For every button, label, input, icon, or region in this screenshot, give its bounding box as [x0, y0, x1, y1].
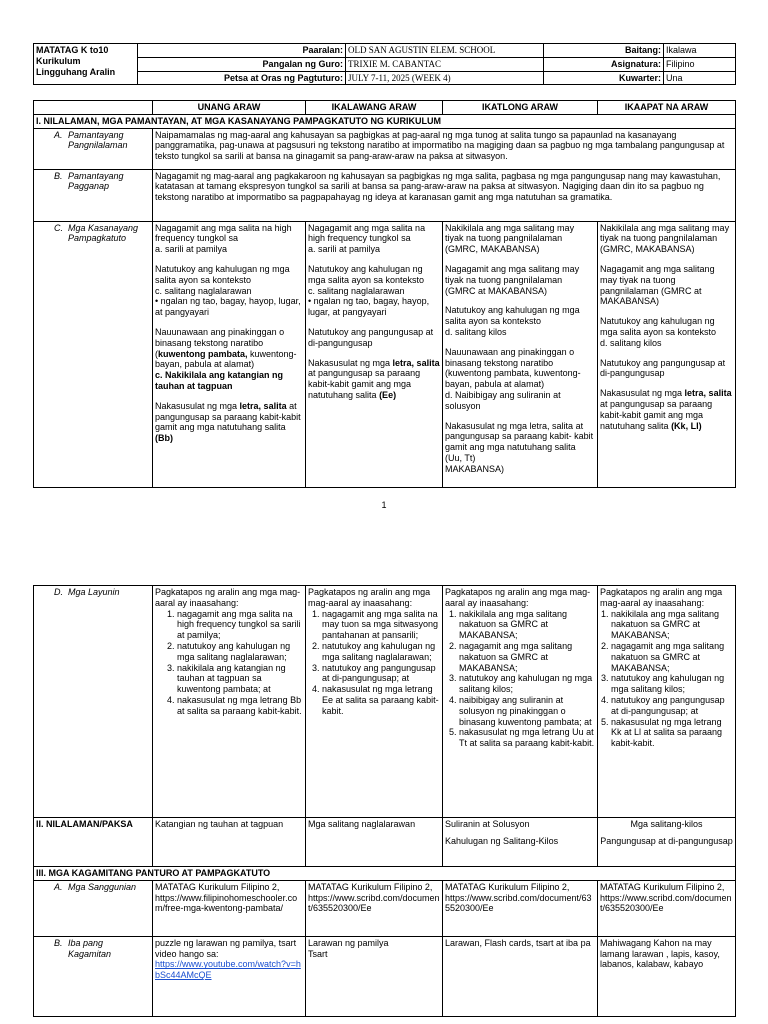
- guro-label: Pangalan ng Guro:: [138, 57, 346, 71]
- text-bold: (Ee): [379, 389, 397, 400]
- doc-title-line-3: Lingguhang Aralin: [36, 66, 116, 77]
- label-line-2: Pampagkatuto: [68, 233, 127, 244]
- day-header-blank: [34, 101, 153, 115]
- label-line-1: Iba pang: [68, 937, 104, 948]
- layunin-day-3: [443, 586, 598, 818]
- kasanayan-d1-p1: [155, 223, 303, 255]
- kasanayang-pampagkatuto-label: [34, 221, 153, 487]
- day-header-3: IKATLONG ARAW: [443, 101, 598, 115]
- asignatura-label: Asignatura:: [544, 57, 664, 71]
- sanggunian-label: [34, 880, 153, 936]
- list-item: 1. nagagamit ang mga salita na may tuon sa mga sitwasyong pantahanan at pansarili;: [322, 609, 440, 641]
- pamantayang-pagganap-text: Nagagamit ng mag-aaral ang pagkakaroon ng kahusayan sa pagbigkas ng mga salita, pagbasa ng mga pangungusap nang may kawastuhan, katatasan at tamang ekspresyon tungkol sa sarili at bansa sa pang-araw-araw na paksa at sitwasyon. Nagiging daan din ito sa pagbuo ng tekstong naratibo at impormatibo sa pagpapahayag ng ideya at karanasan gamit ang mga natutuhan sa gramatika.: [153, 169, 736, 221]
- letter-c: C.: [54, 222, 63, 233]
- paaralan-value: OLD SAN AGUSTIN ELEM. SCHOOL: [346, 44, 544, 58]
- section-3-title: III. MGA KAGAMITANG PANTURO AT PAMPAGKATUTO: [34, 867, 736, 881]
- list-item: 2. nagagamit ang mga salitang nakatuon sa GMRC at MAKABANSA;: [459, 641, 595, 673]
- kasanayan-d3-p3: [445, 305, 595, 337]
- text: d. salitang kilos: [445, 326, 507, 337]
- kasanayan-d2-p1: [308, 223, 440, 255]
- sanggunian-day-2: MATATAG Kurikulum Filipino 2, https://www.scribd.com/document/635520300/Ee: [306, 880, 443, 936]
- list-item: 2. natutukoy ang kahulugan ng mga salitang naglalarawan;: [177, 641, 303, 663]
- lesson-table-page-1: [33, 100, 736, 488]
- paksa-d3-line-1: Suliranin at Solusyon: [445, 819, 530, 829]
- layunin-d4-list: [600, 609, 733, 749]
- paaralan-label: Paaralan:: [138, 44, 346, 58]
- label: Mga Layunin: [68, 587, 120, 597]
- layunin-d3-list: [445, 609, 595, 749]
- list-item: 3. natutukoy ang kahulugan ng mga salitang kilos;: [459, 673, 595, 695]
- doc-title: [34, 44, 138, 85]
- text: • ngalan ng tao, bagay, hayop, lugar, at pangyayari: [308, 296, 430, 318]
- list-item: 3. natutukoy ang pangungusap at di-pangungusap; at: [322, 663, 440, 685]
- paksa-d4-line-2: Pangungusap at di-pangungusap: [600, 835, 733, 846]
- letter-b: B.: [54, 937, 63, 948]
- kasanayan-d3-p2: Nagagamit ang mga salitang may tiyak na tuong pangnilalaman (GMRC at MAKABANSA): [445, 263, 580, 296]
- list-item: 4. nakasusulat ng mga letrang Bb at salita sa paraang kabit-kabit.: [177, 695, 303, 717]
- layunin-d1-intro: Pagkatapos ng aralin ang mga mag-aaral ay inaasahang:: [155, 587, 301, 608]
- list-item: 3. natutukoy ang kahulugan ng mga salitang kilos;: [611, 673, 733, 695]
- text: Nagagamit ang mga salita na high frequency tungkol sa: [155, 222, 292, 244]
- kagamitan-d2-line-1: Larawan ng pamilya: [308, 937, 389, 948]
- text: Nauunawaan ang pinakinggan o binasang tekstong naratibo (: [155, 326, 285, 359]
- sanggunian-day-1: MATATAG Kurikulum Filipino 2, https://www.filipinohomeschooler.com/free-mga-kwentong-pambata/: [153, 880, 306, 936]
- label-line-1: Mga Kasanayang: [68, 222, 139, 233]
- paksa-d4-line-1: Mga salitang-kilos: [630, 819, 703, 829]
- text: Natutukoy ang pangungusap at di-pangungusap: [308, 326, 434, 348]
- text: d. Naibibigay ang suliranin at solusyon: [445, 389, 561, 411]
- letter-a: A.: [54, 881, 63, 892]
- kuwarter-value: Una: [664, 71, 736, 85]
- petsa-value: JULY 7-11, 2025 (WEEK 4): [346, 71, 544, 85]
- text: MAKABANSA): [445, 463, 505, 474]
- label-line-2: Kagamitan: [68, 948, 112, 959]
- list-item: 5. nakasusulat ng mga letrang Uu at Tt at salita sa paraang kabit-kabit.: [459, 727, 595, 749]
- list-item: 4. naibibigay ang suliranin at solusyon ng pinakinggan o binasang kuwentong pambata; at: [459, 695, 595, 727]
- layunin-day-1: [153, 586, 306, 818]
- text: Nauunawaan ang pinakinggan o binasang tekstong naratibo (kuwentong pambata, kuwentong-bayan, pabula at alamat): [445, 346, 581, 390]
- paksa-day-3: [443, 818, 598, 867]
- kagamitan-day-3: Larawan, Flash cards, tsart at iba pa: [443, 936, 598, 1016]
- pamantayang-pangnilalaman-text: Naipamamalas ng mag-aaral ang kahusayan sa pagbigkas at pag-aaral ng mga tunog at salita tungo sa papaunlad na kasanayang panggramatika, pag-unawa at pagsusuri ng tekstong naratibo at impormatibo na magiging daan sa pagbuo ng mga tambalang pangungusap at teksto tungkol sa sarili at bansa na ginagamit sa pang-araw-araw na paksa at sitwasyon.: [153, 128, 736, 169]
- kagamitan-day-2: [306, 936, 443, 1016]
- kasanayan-d1-p4: [155, 401, 303, 444]
- text: Natutukoy ang kahulugan ng mga salita ayon sa konteksto: [600, 316, 717, 337]
- text: kuwentong-bayan, pabula at alamat): [155, 348, 297, 370]
- layunin-d2-intro: Pagkatapos ng aralin ang mga mag-aaral ay inaasahang:: [308, 587, 431, 608]
- paksa-day-1: Katangian ng tauhan at tagpuan: [153, 818, 306, 867]
- pamantayang-pagganap-label: [34, 169, 153, 221]
- asignatura-value: Filipino: [664, 57, 736, 71]
- label: Mga Sanggunian: [68, 881, 137, 892]
- label-line-2: Pagganap: [68, 181, 110, 192]
- doc-title-line-1: MATATAG K to10: [36, 45, 109, 55]
- kasanayan-d4-p1: Nakikilala ang mga salitang may tiyak na tuong pangnilalaman (GMRC, MAKABANSA): [600, 222, 730, 255]
- kasanayan-d4-p5: [600, 388, 733, 431]
- section-1-title: I. NILALAMAN, MGA PAMANTAYAN, AT MGA KASANAYANG PAMPAGKATUTO NG KURIKULUM: [34, 114, 736, 128]
- text-bold: c. Nakikilala ang katangian ng tauhan at tagpuan: [155, 370, 284, 391]
- layunin-d3-intro: Pagkatapos ng aralin ang mga mag-aaral ay inaasahang:: [445, 587, 591, 608]
- sanggunian-day-4: MATATAG Kurikulum Filipino 2, https://www.scribd.com/document/635520300/Ee: [598, 880, 736, 936]
- kasanayan-d2-p3: [308, 327, 440, 349]
- header-table: [33, 43, 736, 85]
- text-bold: letra, salita: [392, 357, 440, 368]
- kasanayan-d2-p4: [308, 358, 440, 401]
- list-item: 2. nagagamit ang mga salitang nakatuon sa GMRC at MAKABANSA;: [611, 641, 733, 673]
- kasanayan-d2-p2: [308, 264, 440, 318]
- day-header-1: UNANG ARAW: [153, 101, 306, 115]
- text: Nakasusulat ng mga: [155, 400, 240, 411]
- letter-b: B.: [54, 170, 63, 181]
- paksa-d3-line-2: Kahulugan ng Salitang-Kilos: [445, 835, 559, 846]
- text-bold: letra, salita: [239, 400, 287, 411]
- kasanayan-day-4: [598, 221, 736, 487]
- kasanayan-d3-p1: Nakikilala ang mga salitang may tiyak na tuong pangnilalaman (GMRC, MAKABANSA): [445, 222, 575, 255]
- letter-a: A.: [54, 129, 63, 140]
- kagamitan-d1-line-1: puzzle ng larawan ng pamilya, tsart: [155, 937, 297, 948]
- text-bold: (Bb): [155, 433, 173, 444]
- section-2-title: II. NILALAMAN/PAKSA: [34, 818, 153, 867]
- text: Natutukoy ang kahulugan ng mga salita ayon sa konteksto: [155, 263, 290, 285]
- lesson-table-page-2: [33, 585, 736, 1017]
- kasanayan-d1-p3: [155, 327, 303, 392]
- kagamitan-d2-line-2: Tsart: [308, 948, 328, 959]
- layunin-d1-list: [155, 609, 303, 717]
- text: a. sarili at pamilya: [308, 244, 381, 255]
- text: c. salitang naglalarawan: [155, 285, 252, 296]
- text: Natutukoy ang kahulugan ng mga salita ayon sa konteksto: [445, 305, 580, 327]
- text: • ngalan ng tao, bagay, hayop, lugar, at pangyayari: [155, 296, 301, 318]
- text: Natutukoy ang kahulugan ng mga salita ayon sa konteksto: [308, 263, 425, 285]
- text-bold: letra, salita: [684, 388, 732, 399]
- kagamitan-day-1: [153, 936, 306, 1016]
- list-item: 4. natutukoy ang pangungusap at di-pangungusap; at: [611, 695, 733, 717]
- text: Nagagamit ang mga salita na high frequency tungkol sa: [308, 222, 426, 244]
- kasanayan-day-3: [443, 221, 598, 487]
- day-header-2: IKALAWANG ARAW: [306, 101, 443, 115]
- list-item: 1. nakikilala ang mga salitang nakatuon sa GMRC at MAKABANSA;: [611, 609, 733, 641]
- text-bold: (Kk, Ll): [671, 420, 702, 431]
- list-item: 4. nakasusulat ng mga letrang Ee at salita sa paraang kabit-kabit.: [322, 684, 440, 716]
- letter-d: D.: [54, 587, 63, 597]
- kasanayan-d4-p4: Natutukoy ang pangungusap at di-pangungusap: [600, 357, 726, 379]
- text: Nakasusulat ng mga: [308, 357, 393, 368]
- text: at pangungusap sa paraang kabit-kabit gamit ang mga natutuhang salita: [600, 398, 713, 431]
- pamantayang-pangnilalaman-label: [34, 128, 153, 169]
- kasanayan-day-2: [306, 221, 443, 487]
- kagamitan-d1-line-2: video hango sa:: [155, 948, 219, 959]
- kuwarter-label: Kuwarter:: [544, 71, 664, 85]
- list-item: 1. nagagamit ang mga salita na high frequency tungkol sa sarili at pamilya;: [177, 609, 303, 641]
- list-item: 5. nakasusulat ng mga letrang Kk at Ll at salita sa paraang kabit-kabit.: [611, 717, 733, 749]
- petsa-label: Petsa at Oras ng Pagtuturo:: [138, 71, 346, 85]
- text: Nakasusulat ng mga letra, salita at pangungusap sa paraang kabit- kabit gamit ang mga natutuhang salita (Uu, Tt): [445, 420, 594, 463]
- video-link[interactable]: https://www.youtube.com/watch?v=hbSc44AMcQE: [155, 959, 301, 981]
- kasanayan-d4-p3: [600, 316, 733, 348]
- list-item: 1. nakikilala ang mga salitang nakatuon sa GMRC at MAKABANSA;: [459, 609, 595, 641]
- guro-value: TRIXIE M. CABANTAC: [346, 57, 544, 71]
- kasanayan-day-1: [153, 221, 306, 487]
- layunin-d4-intro: Pagkatapos ng aralin ang mga mag-aaral ay inaasahang:: [600, 587, 723, 608]
- page-number: 1: [381, 500, 387, 510]
- day-header-4: IKAAPAT NA ARAW: [598, 101, 736, 115]
- layunin-day-2: [306, 586, 443, 818]
- label-line-2: Pangnilalaman: [68, 140, 128, 151]
- iba-pang-kagamitan-label: [34, 936, 153, 1016]
- list-item: 3. nakikilala ang katangian ng tauhan at tagpuan sa kuwentong pambata; at: [177, 663, 303, 695]
- text: at pangungusap sa paraang kabit-kabit gamit ang mga natutuhang salita: [155, 400, 301, 433]
- baitang-value: Ikalawa: [664, 44, 736, 58]
- paksa-day-2: Mga salitang naglalarawan: [306, 818, 443, 867]
- kagamitan-day-4: Mahiwagang Kahon na may lamang larawan , lapis, kasoy, labanos, kalabaw, kabayo: [598, 936, 736, 1016]
- text: a. sarili at pamilya: [155, 244, 228, 255]
- baitang-label: Baitang:: [544, 44, 664, 58]
- layunin-d2-list: [308, 609, 440, 717]
- kasanayan-d1-p2: [155, 264, 303, 318]
- text: Nakasusulat ng mga: [600, 388, 685, 399]
- sanggunian-day-3: MATATAG Kurikulum Filipino 2, https://www.scribd.com/document/635520300/Ee: [443, 880, 598, 936]
- text-bold: kuwentong pambata,: [158, 348, 248, 359]
- text: c. salitang naglalarawan: [308, 285, 405, 296]
- text: d. salitang kilos: [600, 337, 662, 348]
- mga-layunin-label: [34, 586, 153, 818]
- paksa-day-4: [598, 818, 736, 867]
- list-item: 2. natutukoy ang kahulugan ng mga salitang naglalarawan;: [322, 641, 440, 663]
- label-line-1: Pamantayang: [68, 170, 124, 181]
- kasanayan-d3-p4: [445, 347, 595, 412]
- kasanayan-d4-p2: Nagagamit ang mga salitang may tiyak na tuong pangnilalaman (GMRC at MAKABANSA): [600, 263, 715, 307]
- text: at pangungusap sa paraang kabit-kabit gamit ang mga natutuhang salita: [308, 368, 421, 400]
- layunin-day-4: [598, 586, 736, 818]
- label-line-1: Pamantayang: [68, 129, 124, 140]
- kasanayan-d3-p5: [445, 421, 595, 475]
- doc-title-line-2: Kurikulum: [36, 55, 81, 66]
